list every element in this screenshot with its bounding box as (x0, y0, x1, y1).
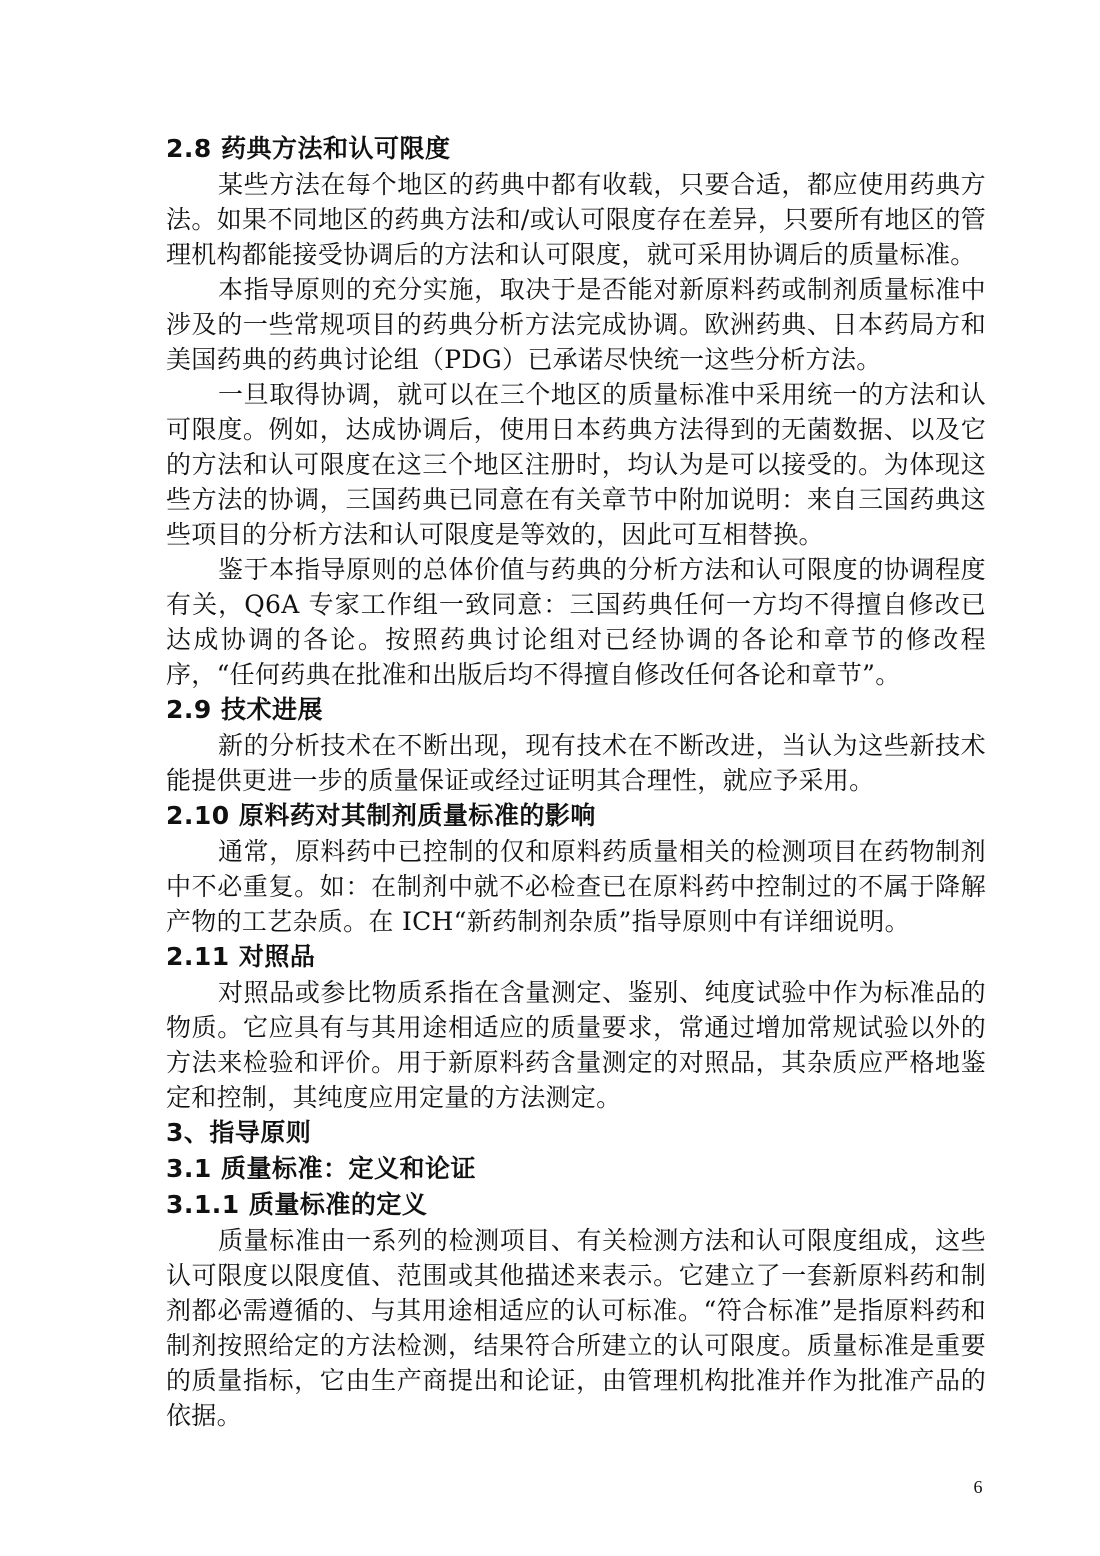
section-2-9 (166, 692, 986, 798)
paragraph: 质量标准由一系列的检测项目、有关检测方法和认可限度组成，这些认可限度以限度值、范围或其他描述来表示。它建立了一套新原料药和制剂都必需遵循的、与其用途相适应的认可标准。“符合标准”是指原料药和制剂按照给定的方法检测，结果符合所建立的认可限度。质量标准是重要的质量指标，它由生产商提出和论证，由管理机构批准并作为批准产品的依据。 (166, 1226, 986, 1430)
section-3-1 (166, 1151, 986, 1187)
section-2-8 (166, 131, 986, 692)
page-number: 6 (973, 1477, 983, 1497)
paragraph: 本指导原则的充分实施，取决于是否能对新原料药或制剂质量标准中涉及的一些常规项目的药典分析方法完成协调。欧洲药典、日本药局方和美国药典的药典讨论组（PDG）已承诺尽快统一这些分析方法。 (166, 275, 986, 374)
paragraph: 某些方法在每个地区的药典中都有收载，只要合适，都应使用药典方法。如果不同地区的药典方法和/或认可限度存在差异，只要所有地区的管理机构都能接受协调后的方法和认可限度，就可采用协调后的质量标准。 (166, 170, 986, 269)
paragraph: 一旦取得协调，就可以在三个地区的质量标准中采用统一的方法和认可限度。例如，达成协调后，使用日本药典方法得到的无菌数据、以及它的方法和认可限度在这三个地区注册时，均认为是可以接受的。为体现这些方法的协调，三国药典已同意在有关章节中附加说明：来自三国药典这些项目的分析方法和认可限度是等效的，因此可互相替换。 (166, 380, 986, 549)
paragraph: 新的分析技术在不断出现，现有技术在不断改进，当认为这些新技术能提供更进一步的质量保证或经过证明其合理性，就应予采用。 (166, 731, 986, 795)
section-heading: 2.10 原料药对其制剂质量标准的影响 (166, 801, 596, 830)
document-page (166, 131, 986, 1433)
section-3 (166, 1115, 986, 1151)
section-2-11 (166, 939, 986, 1115)
paragraph: 鉴于本指导原则的总体价值与药典的分析方法和认可限度的协调程度有关，Q6A 专家工作组一致同意：三国药典任何一方均不得擅自修改已达成协调的各论。按照药典讨论组对已经协调的各论和章节的修改程序，“任何药典在批准和出版后均不得擅自修改任何各论和章节”。 (166, 555, 986, 689)
paragraph: 对照品或参比物质系指在含量测定、鉴别、纯度试验中作为标准品的物质。它应具有与其用途相适应的质量要求，常通过增加常规试验以外的方法来检验和评价。用于新原料药含量测定的对照品，其杂质应严格地鉴定和控制，其纯度应用定量的方法测定。 (166, 978, 986, 1112)
section-heading: 2.9 技术进展 (166, 695, 323, 724)
section-2-10 (166, 798, 986, 939)
subsection-heading: 3.1.1 质量标准的定义 (166, 1190, 428, 1219)
section-heading: 3.1 质量标准：定义和论证 (166, 1154, 476, 1183)
section-heading: 2.11 对照品 (166, 942, 316, 971)
chapter-heading: 3、指导原则 (166, 1118, 312, 1147)
section-heading: 2.8 药典方法和认可限度 (166, 134, 451, 163)
section-3-1-1 (166, 1187, 986, 1433)
paragraph: 通常，原料药中已控制的仅和原料药质量相关的检测项目在药物制剂中不必重复。如：在制剂中就不必检查已在原料药中控制过的不属于降解产物的工艺杂质。在 ICH“新药制剂杂质”指导原则中有详细说明。 (166, 837, 986, 936)
